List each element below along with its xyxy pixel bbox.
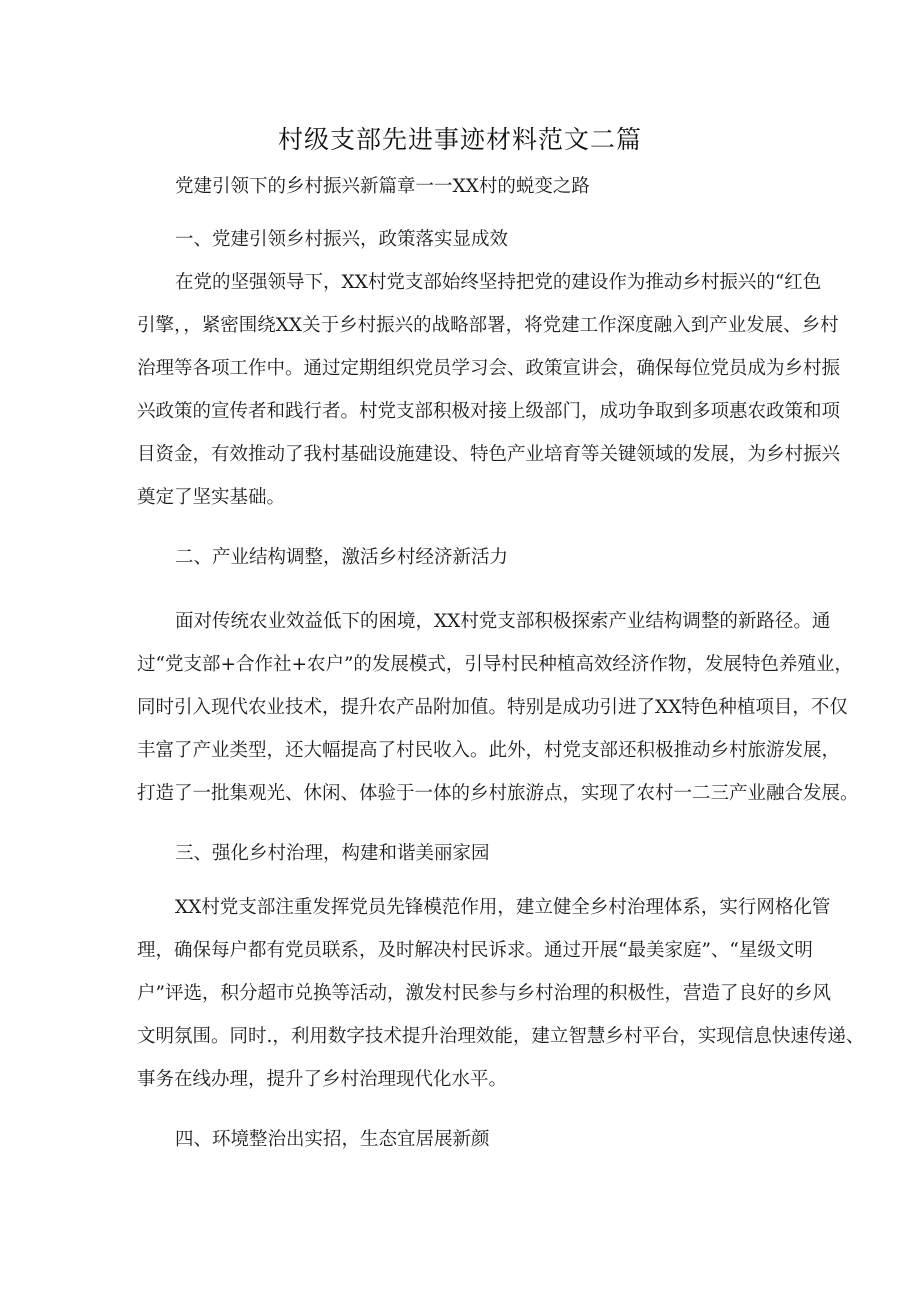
paragraph-line: XX村党支部注重发挥党员先锋模范作用，建立健全乡村治理体系，实行网格化管 [175,897,831,918]
section-heading-3: 三、强化乡村治理，构建和谐美丽家园 [175,843,490,864]
paragraph-line: 面对传统农业效益低下的困境，XX村党支部积极探索产业结构调整的新路径。通 [175,611,831,632]
paragraph-line: 引擎，，紧密围绕XX关于乡村振兴的战略部署，将党建工作深度融入到产业发展、乡村 [137,315,839,336]
document-title: 村级支部先进事迹材料范文二篇 [277,125,642,154]
paragraph-line: 同时引入现代农业技术，提升农产品附加值。特别是成功引进了XX特色种植项目，不仅 [137,697,848,718]
document-subtitle: 党建引领下的乡村振兴新篇章一一XX村的蜕变之路 [175,176,590,197]
paragraph-line: 理，确保每户都有党员联系，及时解决村民诉求。通过开展“最美家庭”、“星级文明 [137,940,813,961]
paragraph-line: 文明氛围。同时.，利用数字技术提升治理效能，建立智慧乡村平台，实现信息快速传递、 [137,1026,865,1047]
paragraph-line: 兴政策的宣传者和践行者。村党支部积极对接上级部门，成功争取到多项惠农政策和项 [137,401,841,422]
paragraph-line: 打造了一批集观光、休闲、体验于一体的乡村旅游点，实现了农村一二三产业融合发展。 [137,783,859,804]
paragraph-line: 丰富了产业类型，还大幅提高了村民收入。此外，村党支部还积极推动乡村旅游发展， [137,740,841,761]
paragraph-line: 治理等各项工作中。通过定期组织党员学习会、政策宣讲会，确保每位党员成为乡村振 [137,358,841,379]
section-heading-2: 二、产业结构调整，激活乡村经济新活力 [175,547,509,568]
paragraph-line: 奠定了坚实基础。 [137,487,286,508]
paragraph-line: 事务在线办理，提升了乡村治理现代化水平。 [137,1069,508,1090]
section-heading-4: 四、环境整治出实招，生态宜居展新颜 [175,1129,490,1150]
paragraph-line: 目资金，有效推动了我村基础设施建设、特色产业培育等关键领域的发展，为乡村振兴 [137,444,841,465]
paragraph-line: 过“党支部+合作社+农户”的发展模式，引导村民种植高效经济作物，发展特色养殖业， [137,654,853,675]
paragraph-line: 在党的坚强领导下，XX村党支部始终坚持把党的建设作为推动乡村振兴的“红色 [175,272,822,293]
paragraph-line: 户”评选，积分超市兑换等活动，激发村民参与乡村治理的积极性，营造了良好的乡风 [137,983,831,1004]
section-heading-1: 一、党建引领乡村振兴，政策落实显成效 [175,229,509,250]
